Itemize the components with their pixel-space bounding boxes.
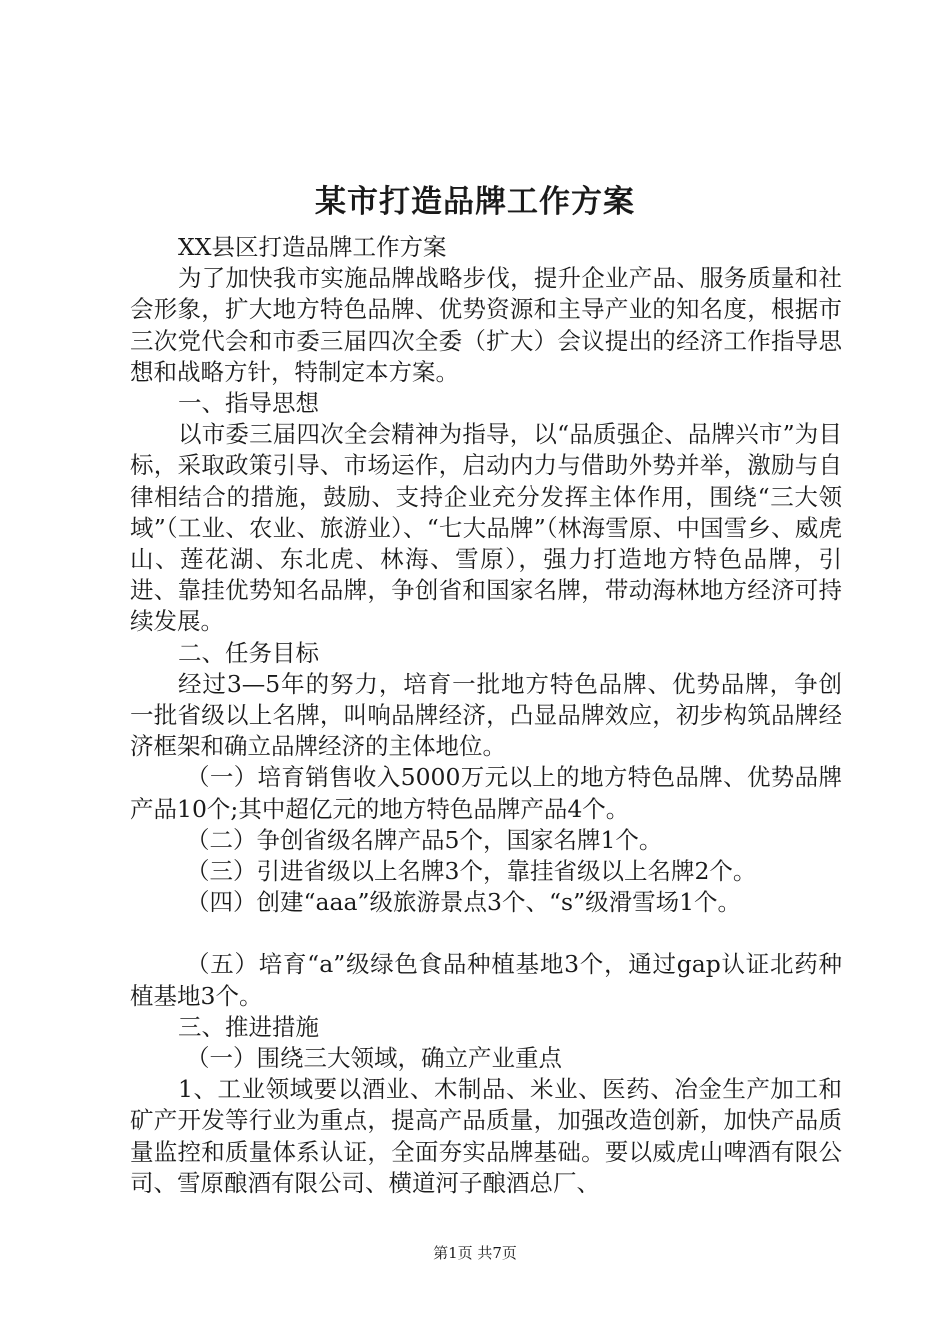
section-heading-measures: 三、推进措施 — [178, 1012, 319, 1041]
section-heading-guiding-thought: 一、指导思想 — [178, 389, 319, 418]
measures-subheading-1: （一）围绕三大领域，确立产业重点 — [186, 1044, 562, 1073]
page-footer: 第1页 共7页 — [433, 1244, 517, 1262]
document-title: 某市打造品牌工作方案 — [315, 184, 635, 220]
guiding-thought-paragraph: 以市委三届四次全会精神为指导，以“品质强企、品牌兴市”为目标，采取政策引导、市场运作，启动内力与借助外势并举，激励与自律相结合的措施，鼓励、支持企业充分发挥主体作用，围绕“三大领域”（工业、农业、旅游业）、“七大品牌”（林海雪原、中国雪乡、威虎山、莲花湖、东北虎、林海、雪原），强力打造地方特色品牌，引进、靠挂优势知名品牌，争创省和国家名牌，带动海林地方经济可持续发展。 — [130, 420, 842, 636]
section-heading-task-goals: 二、任务目标 — [178, 638, 319, 667]
industry-paragraph: 1、工业领域要以酒业、木制品、米业、医药、冶金生产加工和矿产开发等行业为重点，提高产品质量，加强改造创新，加快产品质量监控和质量体系认证，全面夯实品牌基础。要以威虎山啤酒有限公司、雪原酿酒有限公司、横道河子酿酒总厂、 — [130, 1075, 842, 1197]
document-body — [130, 232, 842, 1199]
goal-item-2: （二）争创省级名牌产品5个，国家名牌1个。 — [186, 825, 663, 854]
goal-item-1: （一）培育销售收入5000万元以上的地方特色品牌、优势品牌产品10个;其中超亿元的地方特色品牌产品4个。 — [130, 763, 842, 823]
subtitle-paragraph: XX县区打造品牌工作方案 — [178, 233, 447, 261]
task-goals-paragraph: 经过3—5年的努力，培育一批地方特色品牌、优势品牌，争创一批省级以上名牌，叫响品牌经济，凸显品牌效应，初步构筑品牌经济框架和确立品牌经济的主体地位。 — [130, 669, 842, 761]
goal-item-5: （五）培育“a”级绿色食品种植基地3个，通过gap认证北药种植基地3个。 — [130, 950, 842, 1010]
goal-item-3: （三）引进省级以上名牌3个，靠挂省级以上名牌2个。 — [186, 857, 757, 886]
paragraph-spacer — [130, 918, 842, 949]
intro-paragraph: 为了加快我市实施品牌战略步伐，提升企业产品、服务质量和社会形象，扩大地方特色品牌、优势资源和主导产业的知名度，根据市三次党代会和市委三届四次全委（扩大）会议提出的经济工作指导思想和战略方针，特制定本方案。 — [130, 264, 842, 386]
goal-item-4: （四）创建“aaa”级旅游景点3个、“s”级滑雪场1个。 — [186, 888, 742, 917]
